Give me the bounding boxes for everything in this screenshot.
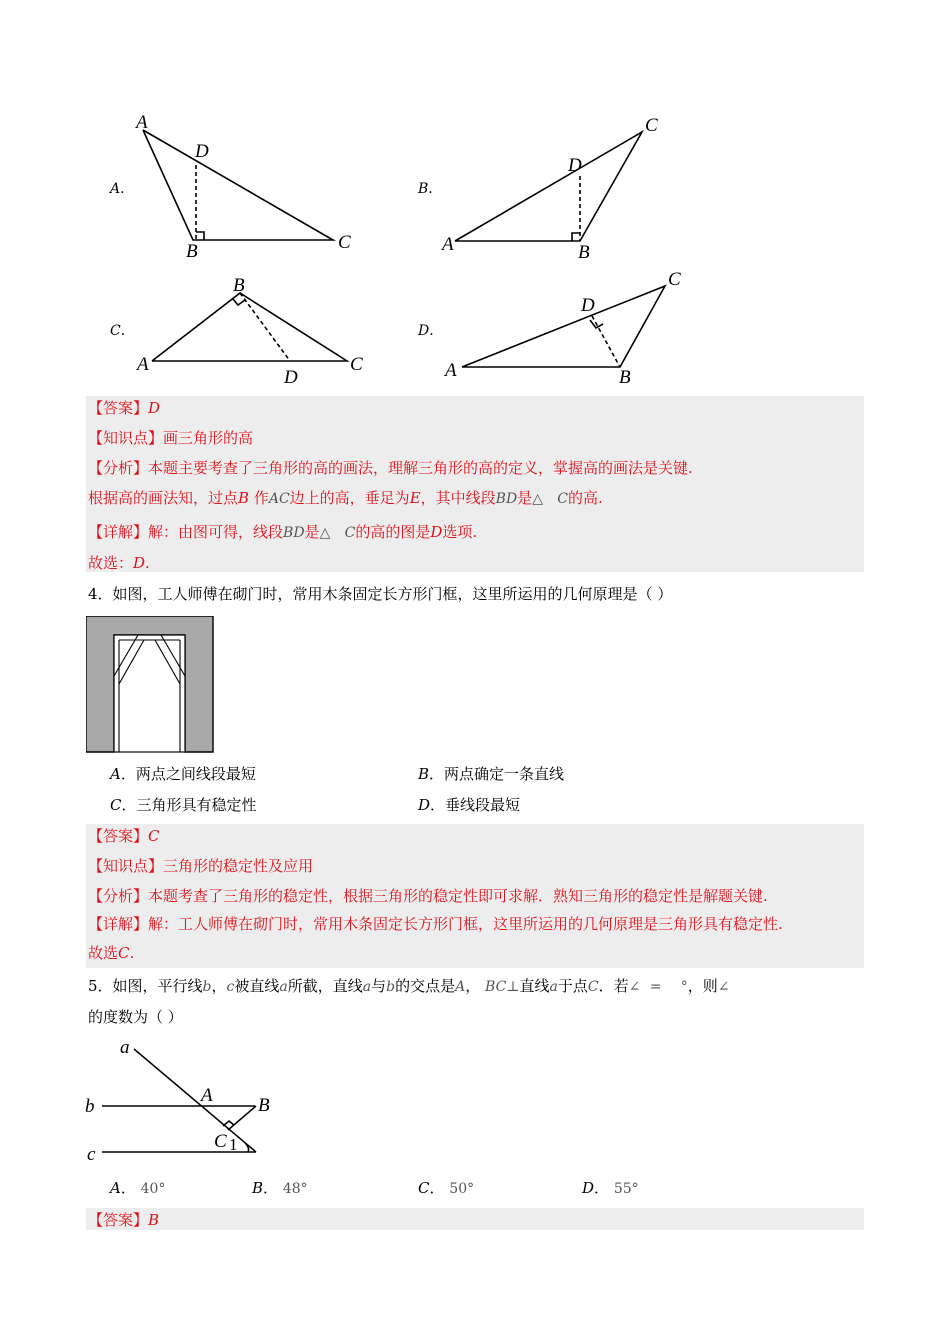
fig-c-point-a: A bbox=[137, 354, 149, 375]
fig-c-point-d: D bbox=[284, 367, 298, 388]
fig-b-point-b: B bbox=[578, 242, 590, 263]
q5-solution-box bbox=[86, 1208, 864, 1230]
fig-a-point-d: D bbox=[195, 141, 209, 162]
line-a bbox=[134, 1049, 256, 1152]
fig-a-right-angle bbox=[196, 232, 204, 240]
fig-d-point-a: A bbox=[445, 360, 457, 381]
fig5-label-c: c bbox=[87, 1144, 96, 1165]
q4-option-b[interactable]: B．两点确定一条直线 bbox=[418, 765, 565, 783]
q5-option-b[interactable]: B． 48° bbox=[252, 1179, 308, 1197]
q5-figure bbox=[80, 1036, 300, 1166]
fig5-label-b: b bbox=[85, 1096, 95, 1117]
fig5-right-angle bbox=[223, 1121, 234, 1126]
segment-bc bbox=[228, 1106, 256, 1130]
fig-d-point-d: D bbox=[581, 295, 595, 316]
q4-knowledge-point: 【知识点】三角形的稳定性及应用 bbox=[88, 857, 314, 875]
q3-option-a-label: A． bbox=[110, 181, 135, 197]
q4-stem: 4．如图，工人师傅在砌门时，常用木条固定长方形门框，这里所运用的几何原理是（ ） bbox=[88, 585, 673, 603]
q4-answer: 【答案】C bbox=[88, 827, 160, 845]
fig-d-height bbox=[592, 316, 620, 367]
q3-option-b-label: B． bbox=[418, 181, 443, 197]
q4-option-d[interactable]: D．垂线段最短 bbox=[418, 796, 521, 814]
q5-answer: 【答案】B bbox=[88, 1211, 160, 1229]
fig5-point-b: B bbox=[258, 1095, 270, 1116]
fig5-point-c: C bbox=[214, 1131, 227, 1152]
fig-b-right-angle bbox=[572, 233, 580, 241]
q3-knowledge-point: 【知识点】画三角形的高 bbox=[88, 429, 254, 447]
q5-option-d[interactable]: D． 55° bbox=[582, 1179, 639, 1197]
fig-c-point-c: C bbox=[350, 354, 363, 375]
q5-stem-2: 的度数为（ ） bbox=[88, 1008, 183, 1026]
fig-c-height bbox=[240, 293, 290, 361]
q5-option-c[interactable]: C． 50° bbox=[418, 1179, 475, 1197]
q3-option-d-label: D． bbox=[418, 323, 444, 339]
fig-c-right-angle bbox=[233, 299, 245, 305]
q4-detail: 【详解】解：工人师傅在砌门时，常用木条固定长方形门框，这里所运用的几何原理是三角形具有稳定性. bbox=[88, 915, 783, 933]
q3-figures bbox=[0, 0, 950, 400]
fig-a-point-c: C bbox=[338, 232, 351, 253]
q4-final: 故选C. bbox=[88, 944, 135, 962]
fig-b-triangle bbox=[455, 132, 642, 241]
fig-a-triangle bbox=[143, 130, 333, 240]
q5-stem: 5．如图，平行线b，c被直线a所截，直线a与b的交点是A， BC⊥直线a于点C．若∠ = °，则∠ bbox=[88, 977, 730, 995]
fig5-label-a: a bbox=[120, 1037, 130, 1058]
fig-d-triangle bbox=[462, 286, 665, 367]
q3-analysis-2: 根据高的画法知，过点B 作AC边上的高，垂足为E，其中线段BD是△ C的高. bbox=[88, 489, 603, 507]
q3-analysis: 【分析】本题主要考查了三角形的高的画法，理解三角形的高的定义，掌握高的画法是关键. bbox=[88, 459, 693, 477]
q3-answer: 【答案】D bbox=[88, 399, 161, 417]
door-frame-inner bbox=[114, 635, 185, 752]
q3-option-c-label: C． bbox=[110, 323, 135, 339]
q4-option-c[interactable]: C．三角形具有稳定性 bbox=[110, 796, 257, 814]
q4-door-figure bbox=[86, 616, 216, 754]
q3-solution-box bbox=[86, 396, 864, 572]
q3-detail: 【详解】解：由图可得，线段BD是△ C的高的图是D选项. bbox=[88, 523, 478, 541]
q3-final: 故选：D. bbox=[88, 554, 150, 572]
fig-b-point-a: A bbox=[442, 234, 454, 255]
fig-c-triangle bbox=[152, 293, 347, 361]
fig-b-point-d: D bbox=[568, 155, 582, 176]
fig-d-point-c: C bbox=[668, 269, 681, 290]
fig-b-point-c: C bbox=[645, 115, 658, 136]
fig5-point-a: A bbox=[201, 1085, 213, 1106]
fig-c-point-b: B bbox=[233, 275, 245, 296]
fig-d-point-b: B bbox=[619, 367, 631, 388]
fig-a-point-a: A bbox=[136, 112, 148, 133]
fig-a-point-b: B bbox=[186, 241, 198, 262]
q4-option-a[interactable]: A．两点之间线段最短 bbox=[110, 765, 256, 783]
q4-analysis: 【分析】本题考查了三角形的稳定性，根据三角形的稳定性即可求解．熟知三角形的稳定性是解题关键. bbox=[88, 887, 768, 905]
q5-option-a[interactable]: A． 40° bbox=[110, 1179, 166, 1197]
fig5-angle-1: 1 bbox=[229, 1135, 238, 1154]
